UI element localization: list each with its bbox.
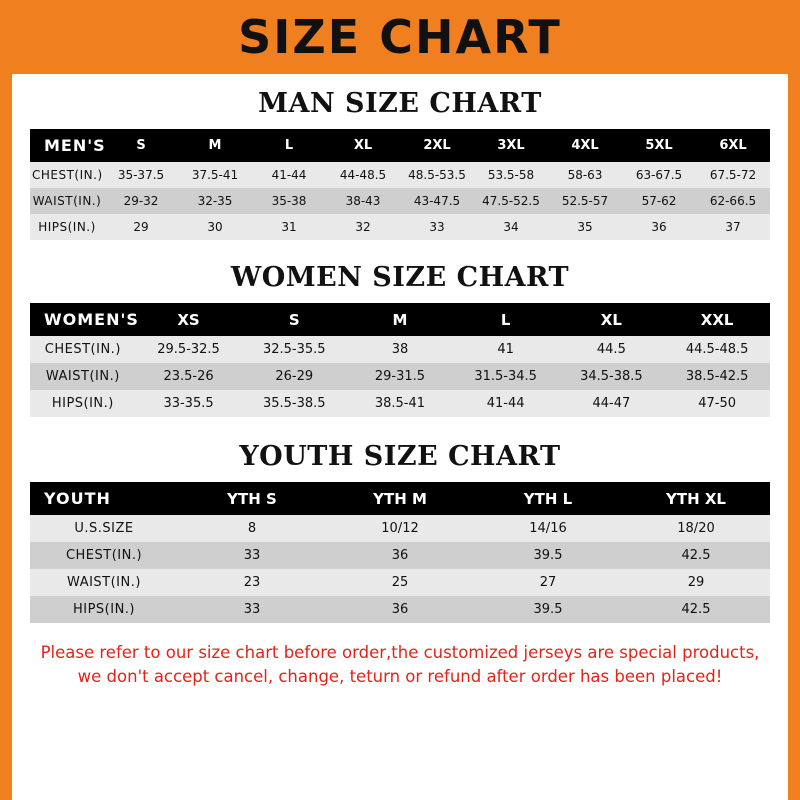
table-cell: 10/12 bbox=[381, 521, 419, 536]
table-cell: 25 bbox=[391, 575, 409, 590]
table-cell: 32.5-35.5 bbox=[262, 342, 326, 357]
table-cell: 41 bbox=[497, 342, 514, 357]
table-header-row bbox=[30, 303, 770, 336]
table-cell: 44.5-48.5 bbox=[685, 342, 749, 357]
column-header: L bbox=[284, 138, 294, 153]
table-cell: 36 bbox=[391, 548, 409, 563]
column-header: YOUTH bbox=[44, 489, 111, 508]
women-size-table bbox=[30, 303, 770, 417]
table-row bbox=[30, 569, 770, 596]
table-cell: 42.5 bbox=[681, 602, 711, 617]
column-header: XL bbox=[600, 310, 622, 329]
table-cell: 33-35.5 bbox=[163, 396, 214, 411]
column-header: 6XL bbox=[719, 138, 747, 153]
table-cell: 23 bbox=[243, 575, 261, 590]
women-section-title: WOMEN SIZE CHART bbox=[230, 262, 570, 293]
row-label: CHEST(IN.) bbox=[65, 548, 143, 563]
table-header-row bbox=[30, 482, 770, 515]
table-cell: 38.5-42.5 bbox=[685, 369, 749, 384]
column-header: MEN'S bbox=[44, 136, 106, 155]
table-cell: 42.5 bbox=[681, 548, 711, 563]
table-row bbox=[30, 336, 770, 363]
column-header: XS bbox=[177, 310, 200, 329]
column-header: WOMEN'S bbox=[44, 310, 139, 329]
page-title: SIZE CHART bbox=[238, 10, 562, 64]
table-cell: 29.5-32.5 bbox=[157, 342, 220, 357]
column-header: S bbox=[288, 310, 300, 329]
youth-table-body bbox=[30, 515, 770, 623]
table-header-row bbox=[30, 129, 770, 162]
table-cell: 43-47.5 bbox=[413, 194, 461, 208]
table-row bbox=[30, 214, 770, 240]
column-header: L bbox=[500, 310, 511, 329]
table-cell: 35-38 bbox=[271, 194, 307, 208]
youth-table-header bbox=[30, 482, 770, 515]
row-label: U.S.SIZE bbox=[74, 521, 134, 536]
table-cell: 38.5-41 bbox=[374, 396, 426, 411]
column-header: 4XL bbox=[571, 138, 599, 153]
table-cell: 26-29 bbox=[275, 369, 314, 384]
row-label: HIPS(IN.) bbox=[38, 220, 96, 234]
man-table-header bbox=[30, 129, 770, 162]
column-header: M bbox=[208, 138, 222, 153]
table-cell: 44.5 bbox=[596, 342, 626, 357]
table-cell: 29 bbox=[687, 575, 705, 590]
table-cell: 47.5-52.5 bbox=[482, 194, 540, 208]
table-cell: 29 bbox=[133, 220, 149, 234]
table-row bbox=[30, 363, 770, 390]
table-cell: 62-66.5 bbox=[709, 194, 757, 208]
table-cell: 34.5-38.5 bbox=[580, 369, 643, 384]
table-cell: 44-47 bbox=[592, 396, 631, 411]
table-cell: 53.5-58 bbox=[487, 168, 535, 182]
column-header: YTH M bbox=[373, 489, 427, 508]
table-cell: 41-44 bbox=[271, 168, 307, 182]
table-row bbox=[30, 596, 770, 623]
table-cell: 48.5-53.5 bbox=[408, 168, 466, 182]
table-cell: 63-67.5 bbox=[635, 168, 683, 182]
row-label: CHEST(IN.) bbox=[32, 168, 103, 182]
table-row bbox=[30, 542, 770, 569]
table-cell: 33 bbox=[429, 220, 445, 234]
table-cell: 35 bbox=[577, 220, 593, 234]
table-cell: 39.5 bbox=[533, 548, 563, 563]
column-header: YTH L bbox=[523, 489, 573, 508]
table-cell: 52.5-57 bbox=[561, 194, 609, 208]
table-cell: 23.5-26 bbox=[163, 369, 214, 384]
table-cell: 32-35 bbox=[197, 194, 233, 208]
row-label: WAIST(IN.) bbox=[67, 575, 141, 590]
disclaimer-note bbox=[30, 641, 770, 689]
table-cell: 32 bbox=[355, 220, 371, 234]
column-header: YTH S bbox=[227, 489, 277, 508]
table-cell: 41-44 bbox=[486, 396, 525, 411]
table-cell: 34 bbox=[503, 220, 519, 234]
table-row bbox=[30, 188, 770, 214]
table-cell: 33 bbox=[243, 602, 261, 617]
table-cell: 27 bbox=[539, 575, 557, 590]
women-table-body bbox=[30, 336, 770, 417]
note-line-1: Please refer to our size chart before order,the customized jerseys are special products, bbox=[40, 643, 760, 662]
table-cell: 35-37.5 bbox=[117, 168, 165, 182]
row-label: HIPS(IN.) bbox=[72, 602, 136, 617]
table-row bbox=[30, 162, 770, 188]
row-label: WAIST(IN.) bbox=[32, 194, 102, 208]
table-cell: 31.5-34.5 bbox=[474, 369, 537, 384]
youth-section-title: YOUTH SIZE CHART bbox=[239, 441, 561, 472]
column-header: 3XL bbox=[497, 138, 525, 153]
row-label: HIPS(IN.) bbox=[51, 396, 114, 411]
table-row bbox=[30, 390, 770, 417]
table-cell: 30 bbox=[207, 220, 223, 234]
women-table-header bbox=[30, 303, 770, 336]
table-cell: 39.5 bbox=[533, 602, 563, 617]
column-header: S bbox=[136, 138, 146, 153]
note-line-2: we don't accept cancel, change, teturn or refund after order has been placed! bbox=[77, 666, 723, 686]
table-cell: 67.5-72 bbox=[709, 168, 757, 182]
table-cell: 38-43 bbox=[345, 194, 381, 208]
row-label: WAIST(IN.) bbox=[45, 369, 120, 384]
table-cell: 8 bbox=[247, 521, 257, 536]
content bbox=[12, 88, 788, 689]
table-cell: 37.5-41 bbox=[191, 168, 239, 182]
column-header: M bbox=[392, 310, 408, 329]
table-cell: 29-32 bbox=[123, 194, 159, 208]
table-cell: 58-63 bbox=[567, 168, 603, 182]
column-header: YTH XL bbox=[666, 489, 726, 508]
table-cell: 31 bbox=[281, 220, 297, 234]
table-cell: 18/20 bbox=[677, 521, 715, 536]
banner bbox=[0, 0, 800, 74]
column-header: 5XL bbox=[645, 138, 673, 153]
youth-size-table bbox=[30, 482, 770, 623]
column-header: XXL bbox=[700, 310, 734, 329]
table-cell: 36 bbox=[651, 220, 667, 234]
table-cell: 33 bbox=[243, 548, 261, 563]
table-cell: 44-48.5 bbox=[339, 168, 387, 182]
man-table-body bbox=[30, 162, 770, 240]
row-label: CHEST(IN.) bbox=[44, 342, 121, 357]
table-cell: 36 bbox=[391, 602, 409, 617]
table-cell: 29-31.5 bbox=[374, 369, 426, 384]
column-header: 2XL bbox=[423, 138, 451, 153]
table-cell: 14/16 bbox=[529, 521, 567, 536]
table-row bbox=[30, 515, 770, 542]
man-size-table bbox=[30, 129, 770, 240]
man-section-title: MAN SIZE CHART bbox=[258, 88, 542, 119]
column-header: XL bbox=[353, 138, 373, 153]
table-cell: 38 bbox=[391, 342, 409, 357]
table-cell: 37 bbox=[725, 220, 741, 234]
table-cell: 57-62 bbox=[641, 194, 677, 208]
table-cell: 35.5-38.5 bbox=[262, 396, 326, 411]
table-cell: 47-50 bbox=[698, 396, 736, 411]
